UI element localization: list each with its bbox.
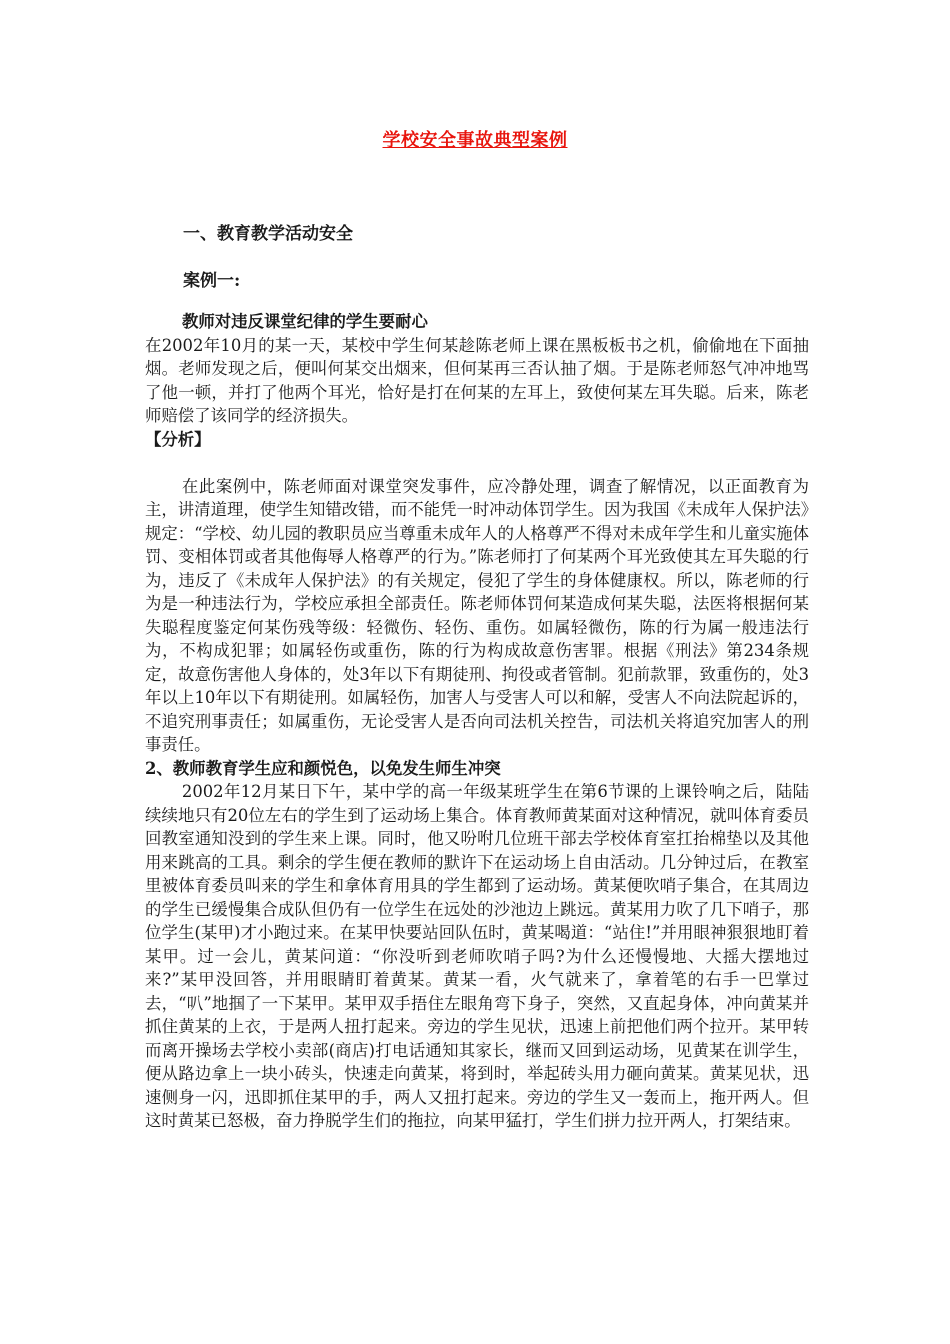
document-body (145, 310, 809, 1133)
case-paragraph: 在2002年10月的某一天，某校中学生何某趁陈老师上课在黑板板书之机，偷偷地在下面抽烟。老师发现之后，便叫何某交出烟来，但何某再三否认抽了烟。于是陈老师怒气冲冲地骂了他一顿，并打了他两个耳光，恰好是打在何某的左耳上，致使何某左耳失聪。后来，陈老师赔偿了该同学的经济损失。 (145, 335, 809, 425)
document-title: 学校安全事故典型案例 (382, 130, 568, 151)
analysis-heading: 【分析】 (145, 429, 211, 449)
case-title: 教师对违反课堂纪律的学生要耐心 (182, 312, 428, 331)
blank-line (145, 451, 809, 475)
case-label: 案例一: (183, 271, 241, 291)
case-paragraph: 2002年12月某日下午，某中学的高一年级某班学生在第6节课的上课铃响之后，陆陆续续地只有20位左右的学生到了运动场上集合。体育教师黄某面对这种情况，就叫体育委员回教室通知没到的学生来上课。同时，他又吩咐几位班干部去学校体育室扛抬棉垫以及其他用来跳高的工具。剩余的学生便在教师的默许下在运动场上自由活动。几分钟过后，在教室里被体育委员叫来的学生和拿体育用具的学生都到了运动场。黄某便吹哨子集合，在其周边的学生已缓慢集合成队但仍有一位学生在远处的沙池边上跳远。黄某用力吹了几下哨子，那位学生(某甲)才小跑过来。在某甲快要站回队伍时，黄某喝道：“站住!”并用眼神狠狠地盯着某甲。过一会儿，黄某问道：“你没听到老师吹哨子吗?为什么还慢慢地、大摇大摆地过来?”某甲没回答，并用眼睛盯着黄某。黄某一看，火气就来了，拿着笔的右手一巴掌过去，“叭”地掴了一下某甲。某甲双手捂住左眼角弯下身子，突然，又直起身体，冲向黄某并抓住黄某的上衣，于是两人扭打起来。旁边的学生见状，迅速上前把他们两个拉开。某甲转而离开操场去学校小卖部(商店)打电话通知其家长，继而又回到运动场，见黄某在训学生，便从路边拿上一块小砖头，快速走向黄某，将到时，举起砖头用力砸向黄某。黄某见状，迅速侧身一闪，迅即抓住某甲的手，两人又扭打起来。旁边的学生又一轰而上，拖开两人。但这时黄某已怒极，奋力挣脱学生们的拖拉，向某甲猛打，学生们拼力拉开两人，打架结束。 (145, 782, 809, 1130)
case-heading: 2、教师教育学生应和颜悦色，以免发生师生冲突 (145, 758, 501, 778)
analysis-paragraph: 在此案例中，陈老师面对课堂突发事件，应冷静处理，调查了解情况，以正面教育为主，讲清道理，使学生知错改错，而不能凭一时冲动体罚学生。因为我国《未成年人保护法》规定：“学校、幼儿园的教职员应当尊重未成年人的人格尊严不得对未成年学生和儿童实施体罚、变相体罚或者其他侮辱人格尊严的行为。”陈老师打了何某两个耳光致使其左耳失聪的行为，违反了《未成年人保护法》的有关规定，侵犯了学生的身体健康权。所以，陈老师的行为是一种违法行为，学校应承担全部责任。陈老师体罚何某造成何某失聪，法医将根据何某失聪程度鉴定何某伤残等级：轻微伤、轻伤、重伤。如属轻微伤，陈的行为属一般违法行为，不构成犯罪；如属轻伤或重伤，陈的行为构成故意伤害罪。根据《刑法》第234条规定，故意伤害他人身体的，处3年以下有期徒刑、拘役或者管制。犯前款罪，致重伤的，处3年以上10年以下有期徒刑。如属轻伤，加害人与受害人可以和解，受害人不向法院起诉的，不追究刑事责任；如属重伤，无论受害人是否向司法机关控告，司法机关将追究加害人的刑事责任。 (145, 476, 810, 754)
section-heading: 一、教育教学活动安全 (183, 224, 353, 244)
